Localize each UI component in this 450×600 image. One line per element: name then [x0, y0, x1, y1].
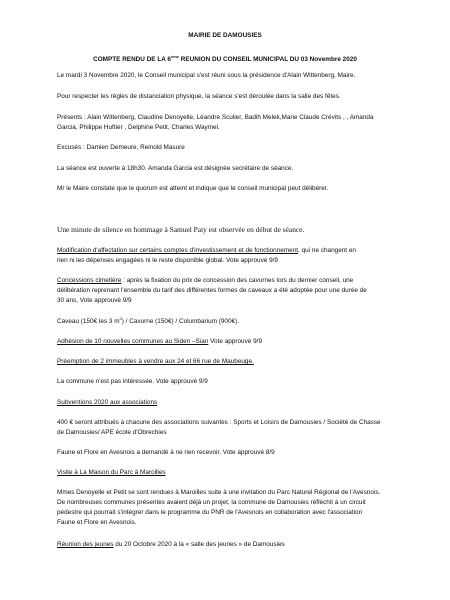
visite-line-3: pédestre qui pourrait s'intégrer dans le programme du PNR de l'Avesnois en collaboration avec l'association [57, 509, 363, 516]
title-part-2: REUNION DU CONSEIL MUNICIPAL DU 03 Novembre 2020 [178, 56, 357, 63]
title-superscript: ème [170, 54, 179, 59]
visite-line-1: Mmes Denoyelle et Petit se sont rendues à Maroilles suite à une invitation du Parc Naturel Régional de l'Avesnois. [57, 489, 381, 496]
preemption-heading: Préemption de 2 immeubles à vendre aux 24 et 66 rue de Maubeuge. [57, 358, 254, 365]
compte-rendu-title [0, 56, 450, 64]
reunion-rest: du 20 Octobre 2020 à la « salle des jeunes » de Damousies [113, 541, 285, 548]
presents-line-2: Garcia, Philippe Huftier , Delphine Petit, Charles Waymel. [57, 124, 220, 131]
tarifs-part-1: Caveau (150€ les 3 m [57, 318, 120, 325]
tarifs-line [57, 318, 402, 326]
visite-line-4: Faune et Flore en Avesnois. [57, 519, 137, 526]
concessions-heading: Concessions cimetière [57, 277, 122, 284]
concessions-line-1-rest: : après la fixation du prix de concession des cavurnes lors du dernier conseil, une [121, 277, 354, 284]
preemption-text: La commune n'est pas intéressée. Vote approuvé 9/9 [57, 378, 208, 385]
quorum-line: Mr le Maire constate que le quorum est atteint et indique que le conseil municipal peut délibérer. [57, 185, 329, 192]
minute-silence-line: Une minute de silence en hommage à Samuel Paty est observée en début de séance. [57, 225, 305, 234]
tarifs-superscript: 2 [119, 316, 122, 321]
intro-paragraph-1: Le mardi 3 Novembre 2020, le Conseil municipal s'est réuni sous la présidence d'Alain Wittenberg, Maire. [57, 72, 356, 79]
modification-line-1-rest: , qui ne changent en [298, 247, 356, 254]
subventions-heading: Subventions 2020 aux associations [57, 399, 158, 406]
title-part-1: COMPTE RENDU DE LA 6 [93, 56, 171, 63]
ouverture-line: La séance est ouverte à 18h30. Amanda Garcia est désignée secrétaire de séance. [57, 165, 294, 172]
visite-heading: Visite à La Maison du Parc à Maroilles [57, 469, 166, 476]
reunion-heading: Réunion des jeunes [57, 541, 114, 548]
subventions-line-1: 400 € seront attribués à chacune des associations suivantes : Sports et Loisirs de Damousies / Société de Chasse [57, 419, 381, 426]
concessions-line-2: délibération reprenant l'ensemble du tarif des différentes formes de caveaux a été adoptée pour une durée de [57, 287, 367, 294]
mairie-heading: MAIRIE DE DAMOUSIES [188, 32, 262, 39]
subventions-line-2: de Damousies/ APE école d'Obrechies [57, 429, 167, 436]
adhesion-line [57, 338, 402, 346]
intro-paragraph-2: Pour respecter les règles de distanciation physique, la séance s'est déroulée dans la salle des fêtes. [57, 93, 341, 100]
modification-line-1 [57, 247, 402, 255]
concessions-line-3: 30 ans, Vote approuvé 9/9 [57, 297, 132, 304]
adhesion-heading: Adhésion de 10 nouvelles communes au Siden –Sian [57, 338, 209, 345]
presents-line-1: Présents : Alain Wittenberg, Claudine Denoyelle, Léandre Sculier, Badih Melek,Marie Claude Crévits , , Amanda [57, 114, 374, 121]
reunion-line [57, 541, 402, 549]
modification-heading: Modification d'affectation sur certains comptes d'investissement et de fonctionnement [57, 247, 299, 254]
faune-line: Faune et Flore en Avesnois a demandé à ne rien recevoir. Vote approuvé 8/9 [57, 449, 275, 456]
tarifs-part-2: ) / Cavurne (150€) / Columbarium (900€). [121, 318, 239, 325]
excuses-line: Excusés : Damien Demeure, Reinold Masure [57, 144, 185, 151]
visite-line-2: De nombreuses communes présentes avaient déjà un projet, la commune de Damousies réfléchit à un circuit [57, 499, 366, 506]
modification-line-2: rien ni les dépenses engagées ni le reste disponible global. Vote approuvé 9/9 [57, 257, 278, 264]
adhesion-vote: Vote approuvé 9/9 [208, 338, 263, 345]
concessions-line-1 [57, 277, 402, 285]
